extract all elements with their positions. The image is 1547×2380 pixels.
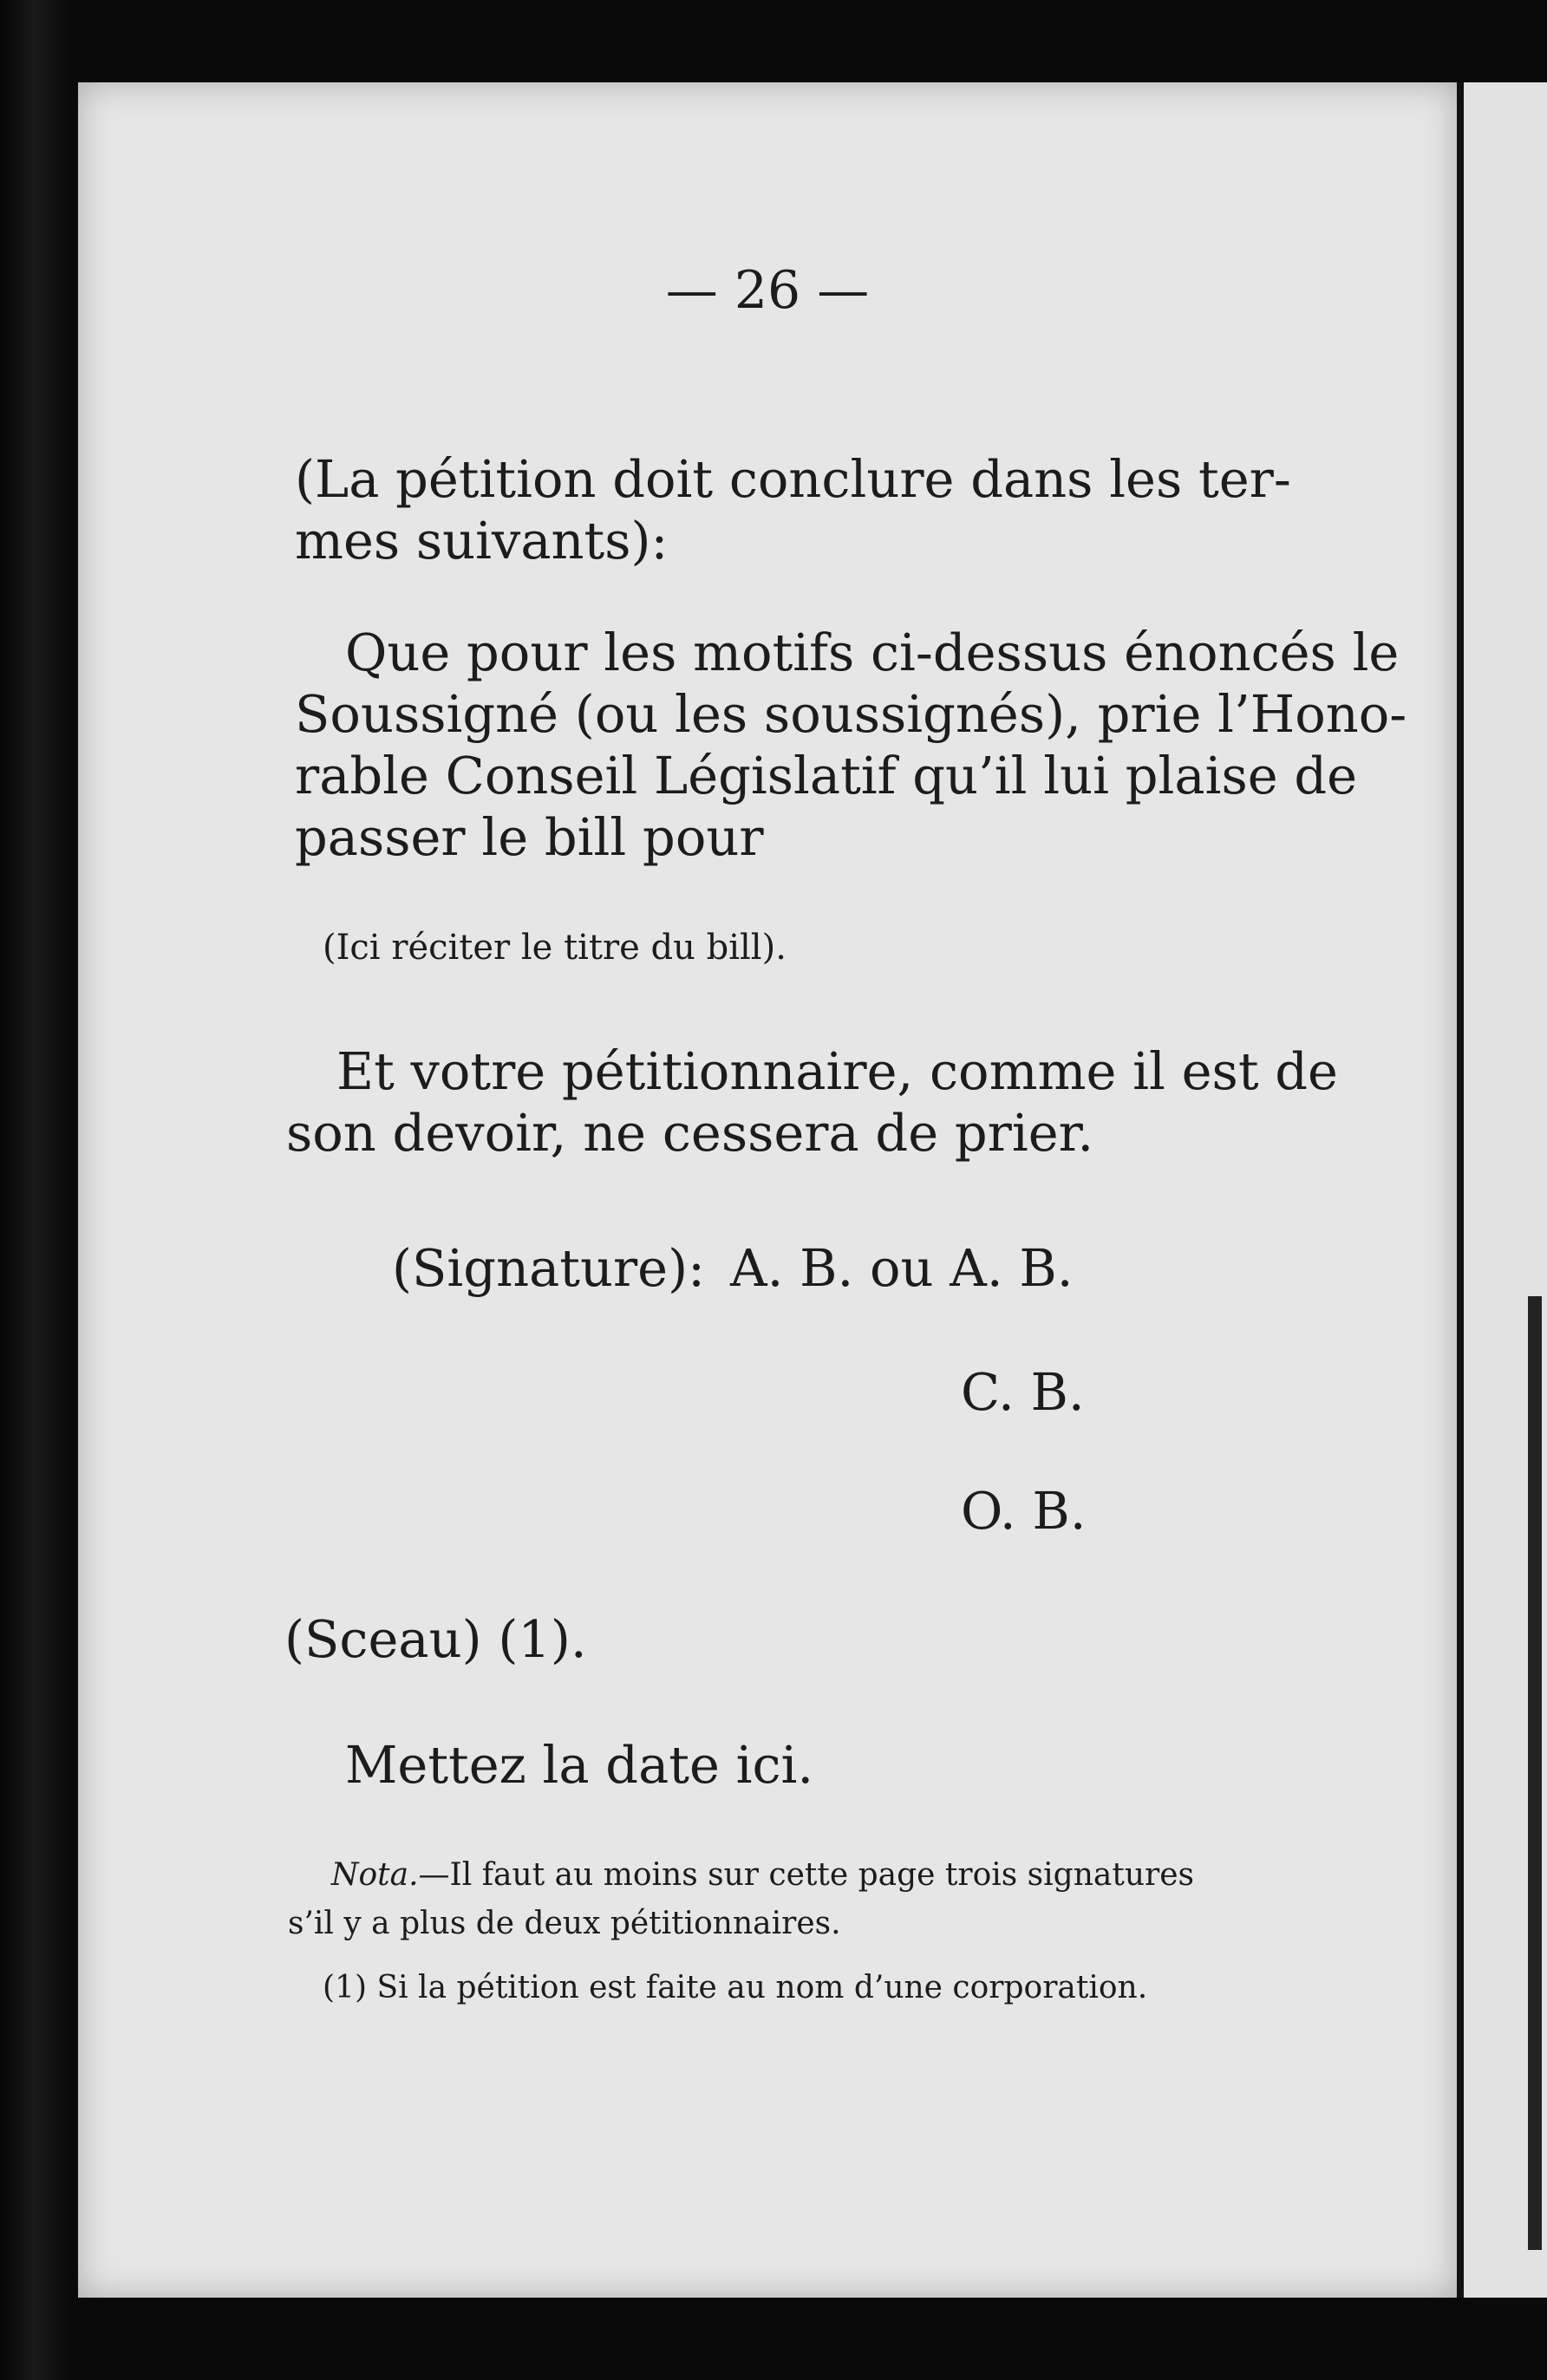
signature-line-2: C. B. (961, 1362, 1085, 1422)
seal-label: (Sceau) (1). (284, 1609, 587, 1669)
nota-text: —Il faut au moins sur cette page trois signatures (418, 1857, 1194, 1893)
signature-line-1: A. B. ou A. B. (730, 1238, 1074, 1298)
nota-line-2: s’il y a plus de deux pétitionnaires. (288, 1906, 841, 1941)
closing-line-1: Et votre pétitionnaire, comme il est de (336, 1041, 1338, 1101)
intro-line-1: (La pétition doit conclure dans les ter- (295, 449, 1291, 509)
date-instruction: Mettez la date ici. (345, 1735, 814, 1795)
document-page (78, 82, 1457, 2298)
signature-label: (Signature): (392, 1238, 705, 1298)
signature-line-3: O. B. (961, 1481, 1087, 1541)
page-number: — 26 — (665, 260, 870, 321)
bill-title-instruction: (Ici réciter le titre du bill). (323, 928, 787, 968)
petition-line-2: Soussigné (ou les soussignés), prie l’Hono- (295, 684, 1407, 744)
petition-line-1: Que pour les motifs ci-dessus énoncés le (345, 623, 1400, 682)
footnote: (1) Si la pétition est faite au nom d’une corporation. (323, 1970, 1148, 2005)
petition-line-3: rable Conseil Législatif qu’il lui plaise de (295, 746, 1358, 805)
adjacent-page-edge (1457, 82, 1547, 2298)
intro-line-2: mes suivants): (295, 511, 669, 571)
petition-line-4: passer le bill pour (295, 807, 764, 867)
nota-label: Nota. (331, 1857, 419, 1893)
page-edge-shadow (1528, 1296, 1542, 2250)
nota-line-1 (331, 1851, 1194, 1900)
closing-line-2: son devoir, ne cessera de prier. (286, 1103, 1094, 1163)
